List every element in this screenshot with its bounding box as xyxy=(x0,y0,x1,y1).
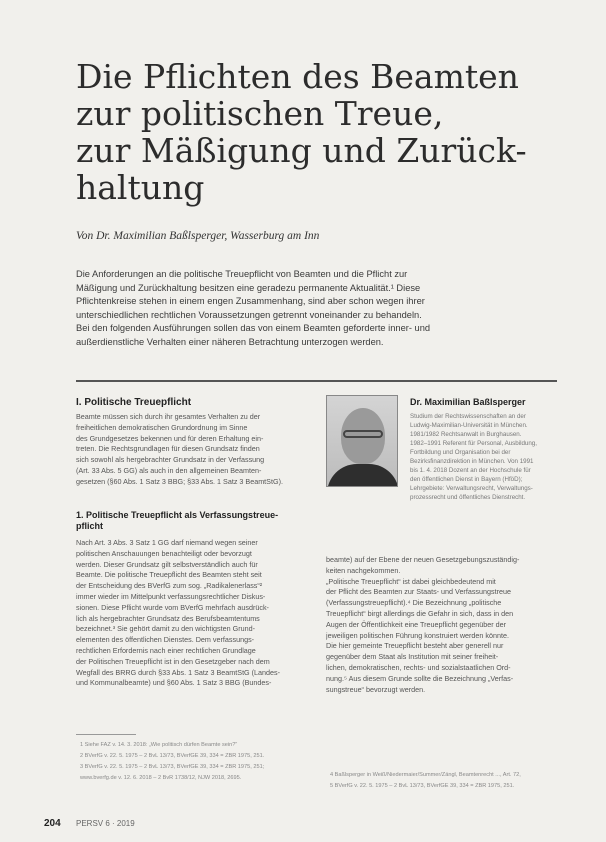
lead-line: Bei den folgenden Ausführungen sollen das von einem Beamten geforderte inner- und xyxy=(76,323,431,334)
section-intro xyxy=(76,412,314,488)
bio-line: bis 1. 4. 2018 Dozent an der Hochschule für xyxy=(410,467,531,474)
footnote: 4 Baßlsperger in Weiß/Niedermaier/Summer/Zängl, Beamtenrecht ..., Art. 72, xyxy=(330,772,521,778)
text-line: „Politische Treuepflicht“ ist dabei gleichbedeutend mit xyxy=(326,576,496,586)
bio-line: Lehrgebiete: Verwaltungsrecht, Verwaltungs- xyxy=(410,485,533,492)
footnote: 5 BVerfG v. 22. 5. 1975 – 2 BvL 13/73, BVerfGE 39, 334 = ZBR 1975, 251. xyxy=(330,783,515,789)
text-line: elementen des öffentlichen Dienstes. Dem verfassungs- xyxy=(76,635,255,645)
title-line: haltung xyxy=(76,168,205,207)
subheading-line: 1. Politische Treuepflicht als Verfassungstreue- xyxy=(76,510,279,520)
body-column-right xyxy=(326,555,560,695)
text-line: Wegfall des BRRG durch §33 Abs. 1 Satz 3 BeamtStG (Landes- xyxy=(76,667,281,677)
portrait-shoulders xyxy=(327,464,398,487)
lead-line: außerdienstliche Verhalten einer näheren Betrachtung unterzogen werden. xyxy=(76,336,384,347)
lead-line: Mäßigung und Zurückhaltung besitzen eine geradezu permanente Aktualität.¹ Diese xyxy=(76,282,421,293)
text-line: freiheitlichen demokratischen Grundordnung im Sinne xyxy=(76,422,248,432)
text-line: (Art. 33 Abs. 5 GG) als auch in den allgemeinen Beamten- xyxy=(76,465,262,475)
footnote: 1 Siehe FAZ v. 14. 3. 2018: „Wie politisch dürfen Beamte sein?“ xyxy=(80,742,238,748)
text-line: der Pflicht des Beamten zur Staats- und Verfassungstreue xyxy=(326,587,511,597)
page-number: 204 xyxy=(44,818,61,829)
section-divider xyxy=(76,380,557,382)
title-line: zur politischen Treue, xyxy=(76,94,444,133)
journal-issue: PERSV 6 · 2019 xyxy=(76,819,135,828)
bio-name: Dr. Maximilian Baßlsperger xyxy=(410,397,526,407)
text-line: werden. Dieser Grundsatz gilt selbstverständlich auch für xyxy=(76,559,258,569)
bio-line: Fortbildung und Organisation bei der xyxy=(410,449,511,456)
lead-line: unterschiedlichen rechtlichen Voraussetzungen getrennt voneinander zu behandeln. xyxy=(76,309,422,320)
bio-line: den öffentlichen Dienst in Bayern (HföD); xyxy=(410,476,523,483)
author-byline: Von Dr. Maximilian Baßlsperger, Wasserburg am Inn xyxy=(76,230,320,242)
text-line: der Politischen Treuepflicht ist in den Gesetzgeber nach dem xyxy=(76,656,270,666)
text-line: der Entscheidung des BVerfG zum sog. „Radikalenerlass“² xyxy=(76,581,263,591)
bio-line: Ludwig-Maximilian-Universität in München. xyxy=(410,422,528,429)
text-line: jeweiligen politischen Führung konstruiert werden könnte. xyxy=(326,630,509,640)
subheading-line: pflicht xyxy=(76,521,103,531)
text-line: Augen der Öffentlichkeit eine Treuepflicht gegenüber der xyxy=(326,619,507,629)
footnotes-right xyxy=(330,770,562,792)
text-line: sich sowohl als hergebrachter Grundsatz in der Verfassung xyxy=(76,455,265,465)
author-photo xyxy=(326,395,398,487)
portrait-glasses xyxy=(343,430,383,438)
text-line: keiten nachgekommen. xyxy=(326,565,401,575)
text-line: sionen. Diese Pflicht wurde vom BVerfG mehrfach ausdrück- xyxy=(76,602,269,612)
lead-line: Die Anforderungen an die politische Treuepflicht von Beamten und die Pflicht zur xyxy=(76,269,408,279)
title-line: zur Mäßigung und Zurück- xyxy=(76,131,527,170)
text-line: immer wieder im Mittelpunkt verfassungsrechtlicher Diskus- xyxy=(76,591,266,601)
text-line: beamte) auf der Ebene der neuen Gesetzgebungszuständig- xyxy=(326,555,520,564)
subsection-heading xyxy=(76,510,278,532)
footnote: www.bverfg.de v. 12. 6. 2018 – 2 BvR 1738/12, NJW 2018, 2695. xyxy=(80,775,242,781)
author-bio xyxy=(410,412,560,502)
section-heading: I. Politische Treuepflicht xyxy=(76,397,192,408)
text-line: lichen, demokratischen, rechts- und sozialstaatlichen Ord- xyxy=(326,662,511,672)
text-line: Nach Art. 3 Abs. 3 Satz 1 GG darf niemand wegen seiner xyxy=(76,538,258,547)
bio-line: 1981/1982 Rechtsanwalt in Burghausen. xyxy=(410,431,522,438)
article-title xyxy=(76,57,527,207)
bio-line: Bezirksfinanzdirektion in München. Von 1991 xyxy=(410,458,534,465)
bio-line: Studium der Rechtswissenschaften an der xyxy=(410,413,526,420)
text-line: (Verfassungstreuepflicht).⁴ Die Bezeichnung „politische xyxy=(326,598,502,608)
text-line: Die hier gemeinte Treuepflicht besteht aber generell nur xyxy=(326,641,504,651)
text-line: rechtlichen Erfordernis nach einer rechtlichen Grundlage xyxy=(76,645,256,655)
bio-line: 1982–1991 Referent für Personal, Ausbildung, xyxy=(410,440,537,447)
footnote: 3 BVerfG v. 22. 5. 1975 – 2 BvL 13/73, BVerfGE 39, 334 = ZBR 1975, 251; xyxy=(80,764,265,770)
text-line: politischen Anschauungen benachteiligt oder bevorzugt xyxy=(76,548,252,558)
footnote-rule-left xyxy=(76,734,136,735)
footnotes-left xyxy=(80,740,318,784)
lead-paragraph xyxy=(76,268,471,350)
text-line: Beamte. Die politische Treuepflicht des Beamten steht seit xyxy=(76,570,262,580)
text-line: nung.⁵ Aus diesem Grunde sollte die Bezeichnung „Verfas- xyxy=(326,673,514,683)
text-line: gegenüber dem Staat als Institution mit seiner freiheit- xyxy=(326,652,499,662)
text-line: und Kommunalbeamte) und §60 Abs. 1 Satz 3 BBG (Bundes- xyxy=(76,678,272,688)
text-line: lich als hergebrachter Grundsatz des Berufsbeamtentums xyxy=(76,613,260,623)
text-line: treten. Die Rechtsgrundlagen für diesen Grundsatz finden xyxy=(76,444,260,454)
text-line: Treuepflicht“ birgt allerdings die Gefahr in sich, dass in den xyxy=(326,608,514,618)
text-line: gesetzen (§60 Abs. 1 Satz 3 BBG; §33 Abs. 1 Satz 3 BeamtStG). xyxy=(76,476,283,486)
text-line: bezeichnet.³ Sie gehört damit zu den wichtigsten Grund- xyxy=(76,624,255,634)
text-line: sungstreue“ bevorzugt werden. xyxy=(326,684,426,694)
footnote: 2 BVerfG v. 22. 5. 1975 – 2 BvL 13/73, BVerfGE 39, 334 = ZBR 1975, 251. xyxy=(80,753,265,759)
text-line: des Grundgesetzes bekennen und für deren Erhaltung ein- xyxy=(76,433,264,443)
body-column-left xyxy=(76,538,314,689)
bio-line: prozessrecht und öffentliches Dienstrecht. xyxy=(410,494,526,501)
lead-line: Pflichtenkreise stehen in einem engen Zusammenhang, sind aber schon wegen ihrer xyxy=(76,296,425,307)
text-line: Beamte müssen sich durch ihr gesamtes Verhalten zu der xyxy=(76,412,261,421)
title-line: Die Pflichten des Beamten xyxy=(76,57,519,96)
